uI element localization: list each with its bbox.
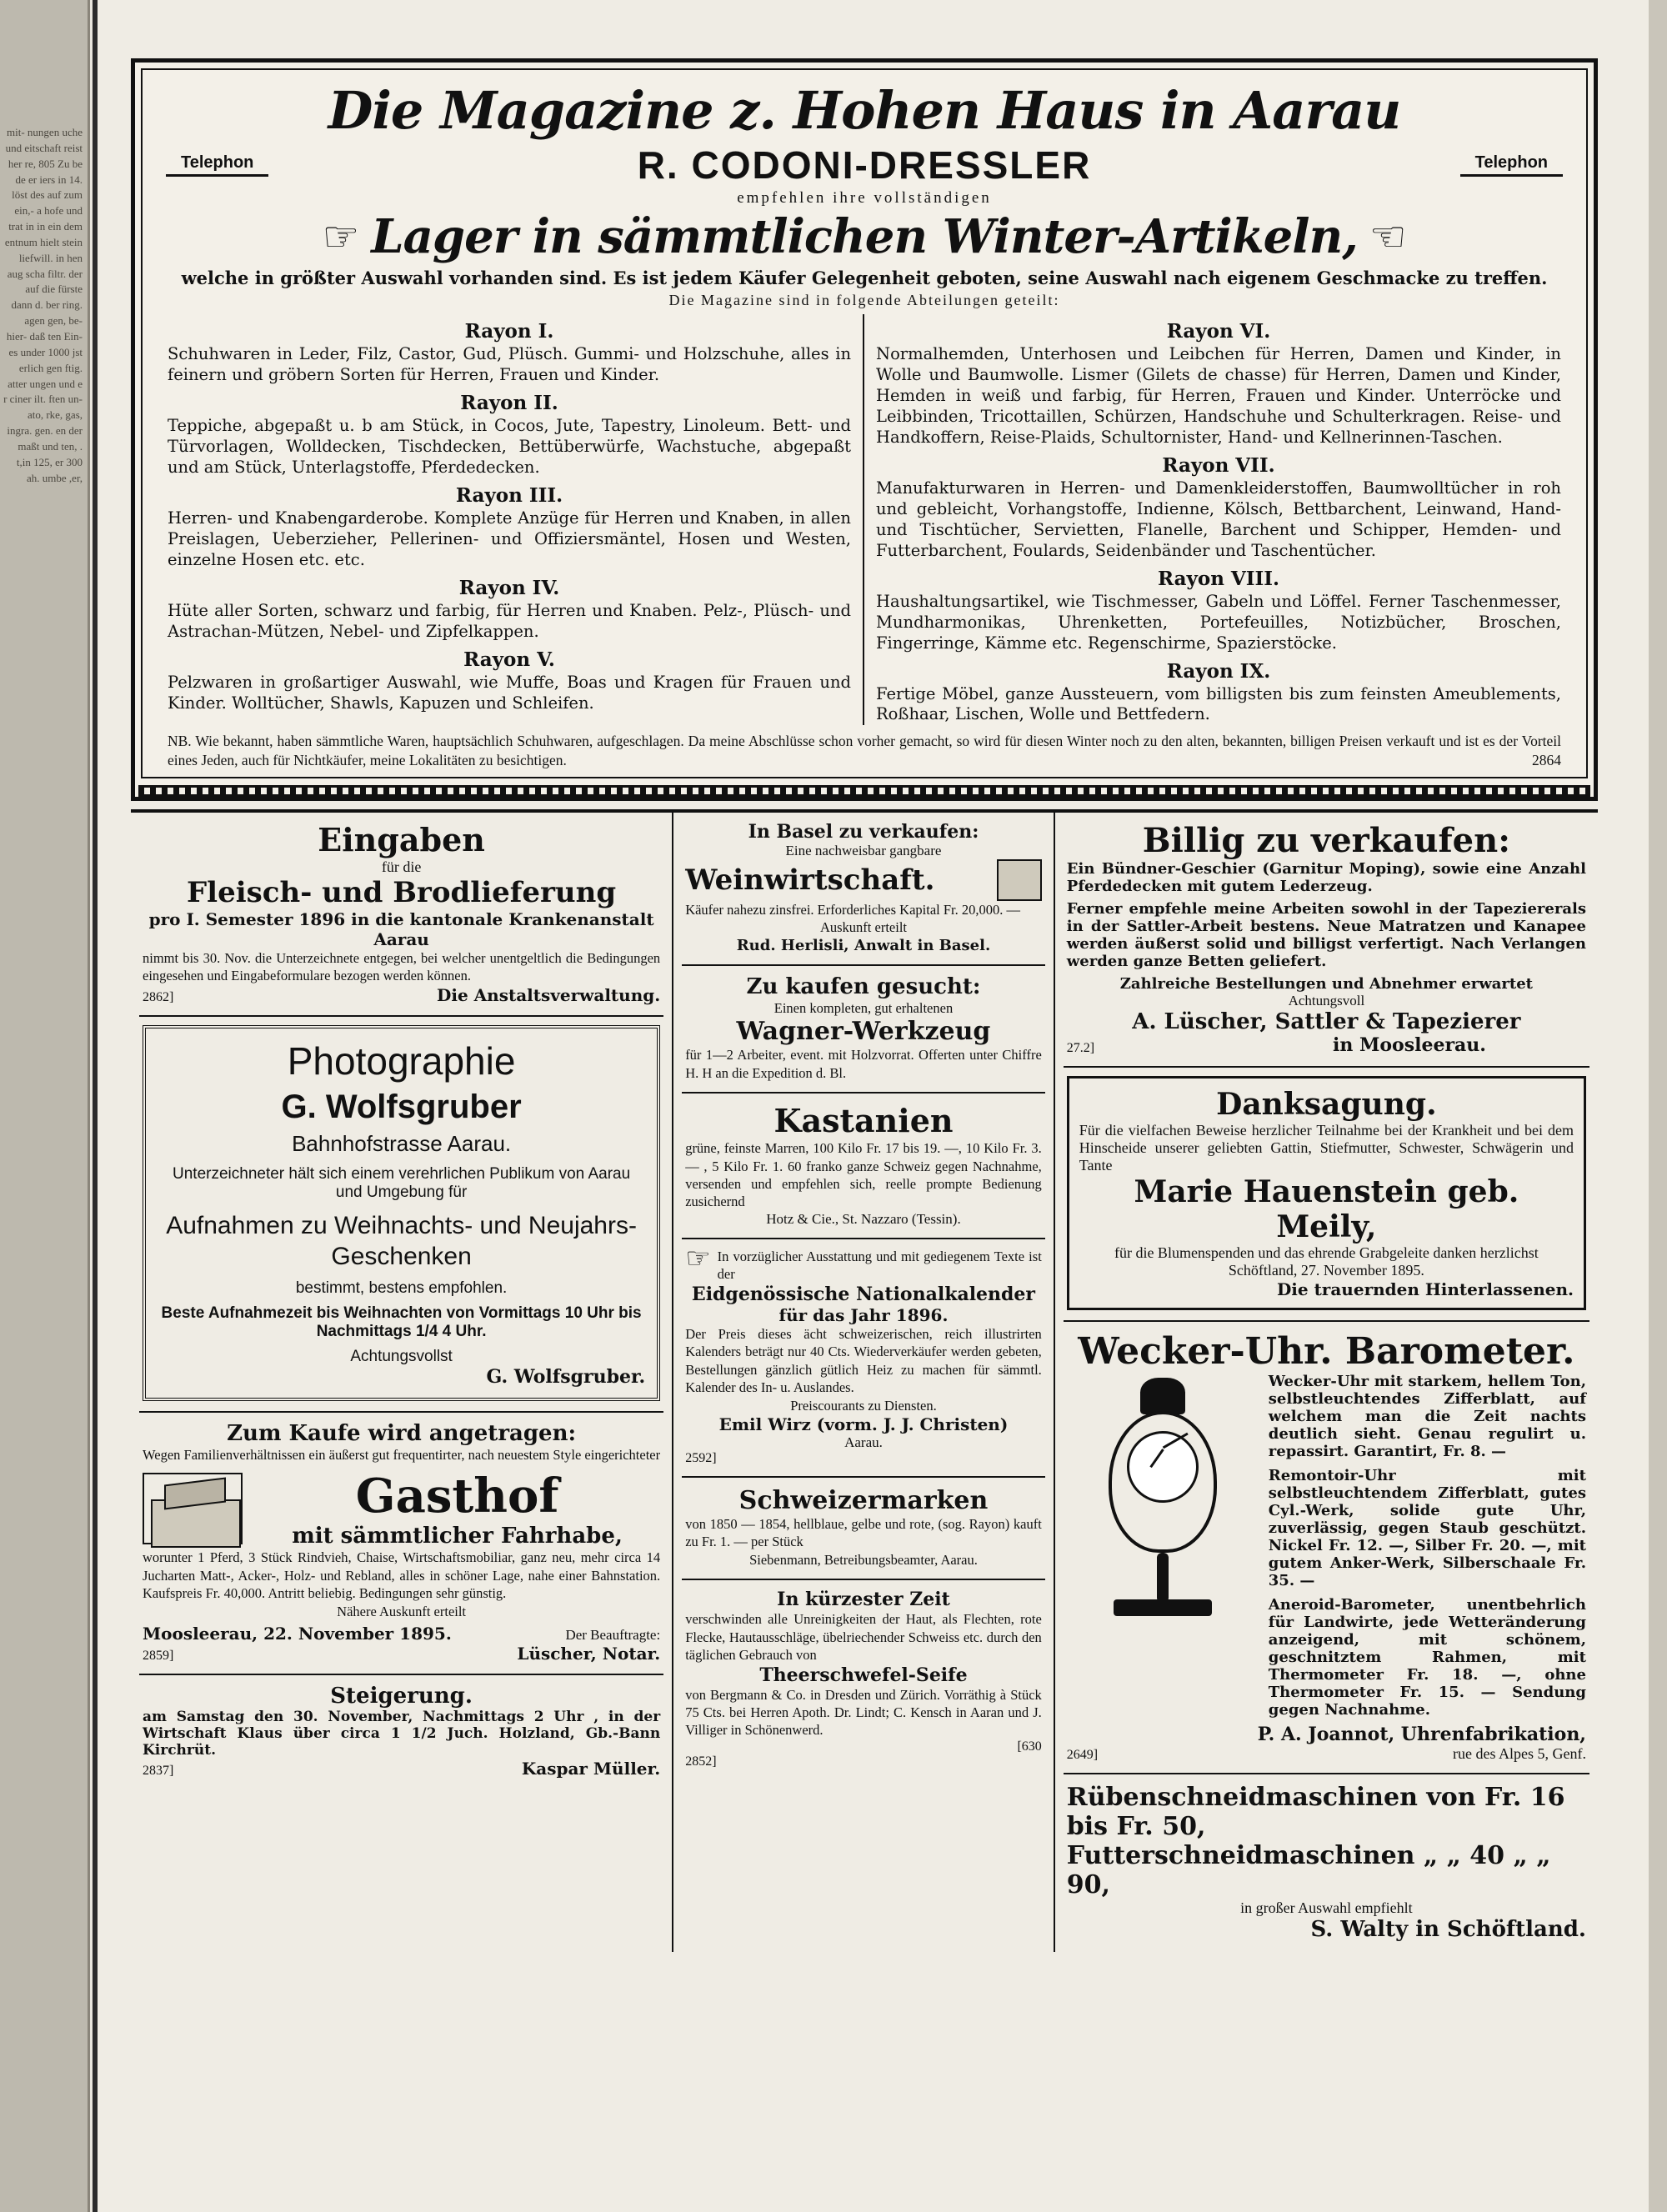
basel-info: Auskunft erteilt (819, 919, 907, 936)
kastanien-signature: Hotz & Cie., St. Nazzaro (Tessin). (766, 1210, 961, 1227)
edge-scrap-text: mit- nungen uche und eitschaft reist her re, 805 Zu be de er iers in 14. löst des auf zum ein,- a hofe und trat in in ein dem entnum hielt stein liefwill. in hen aug scha filtr. der auf die fürste dann d. ber ring. agen gen, be- hier- daß ten Ein- es under 1000 jst erlich gen ftig. atter ungen und e r ciner ilt. ften un- ato, rke, gas, ingra. gen. en der maßt und ten, . t,in 125, er 300 ah. umbe ,er, (3, 126, 83, 484)
eingaben-line1: pro I. Semester 1896 in die kantonale Krankenanstalt Aarau (148, 908, 654, 949)
ornamental-rule (138, 785, 1590, 797)
rayon-title: Rayon V. (463, 648, 555, 671)
marken-body: von 1850 — 1854, hellblaue, gelbe und rote, (sog. Rayon) kauft zu Fr. 1. — per Stück (685, 1515, 1042, 1550)
seife-body2: von Bergmann & Co. in Dresden und Zürich. Vorräthig à Stück 75 Cts. bei Herren Apoth. Dr. Lindt; C. Kensch in Aaran und J. Villiger in Schönenwerd. (685, 1686, 1042, 1739)
ad-lager-headline: Lager in sämmtlichen Winter-Artikeln, (371, 209, 1358, 265)
steigerung-body: am Samstag den 30. November, Nachmittags 2 Uhr , in der Wirtschaft Klaus über circa 1 1/2 Juch. Holzland, Gb.-Bann Kirchrüt. (143, 1709, 661, 1759)
gasthof-intro: Wegen Familienverhältnissen ein äußerst gut frequentirter, nach neuestem Style eingerichteter (143, 1446, 661, 1463)
steigerung-signature: Kaspar Müller. (521, 1759, 661, 1779)
kalender-signature: Emil Wirz (vorm. J. J. Christen) (718, 1414, 1009, 1434)
pointing-hand-icon-right: ☜ (1369, 213, 1407, 261)
rayon-column-left (156, 314, 864, 725)
rayon-title: Rayon VI. (1166, 320, 1271, 343)
seife-number: [630 (1017, 1739, 1042, 1754)
ad-theerschwefel-seife (682, 1580, 1045, 1779)
rayon-title: Rayon VII. (1162, 453, 1275, 477)
ad-photography (139, 1017, 663, 1413)
steigerung-title: Steigerung. (330, 1684, 473, 1709)
uhr-signature: P. A. Joannot, Uhrenfabrikation, (1257, 1723, 1586, 1745)
basel-line1: In Basel zu verkaufen: (748, 820, 979, 843)
kalender-place: Aarau. (844, 1434, 883, 1450)
gasthof-title: Zum Kaufe wird angetragen: (227, 1420, 577, 1446)
kastanien-big: Kastanien (773, 1102, 954, 1140)
photo-body4: Achtungsvollst (350, 1347, 453, 1365)
ad-nb-note (156, 725, 1573, 772)
eingaben-fuer: für die (381, 858, 422, 875)
rayon-text: Haushaltungsartikel, wie Tischmesser, Gabeln und Löffel. Ferner Taschenmesser, Mundharmonikas, Uhrenketten, Portefeuilles, Notizbücher, Broschen, Fingerringe, Kämme etc. Regenschirme, Spazierstöcke. (876, 591, 1561, 653)
kastanien-body: grüne, feinste Marren, 100 Kilo Fr. 17 bis 19. —, 10 Kilo Fr. 3. — , 5 Kilo Fr. 1. 60 franko ganze Schweiz gegen Nachnahme, versenden und empfehlen sich, reelle prompte Bedienung zusichernd (685, 1140, 1042, 1210)
ad-nationalkalender (682, 1239, 1045, 1478)
billig-body4: Achtungsvoll (1288, 992, 1365, 1008)
deceased-name: Marie Hauenstein geb. Meily, (1134, 1174, 1519, 1244)
house-icon (997, 859, 1042, 901)
photo-signature: G. Wolfsgruber. (486, 1365, 646, 1388)
ad-reference-number: 2864 (1532, 752, 1561, 769)
photo-headline2: Aufnahmen zu Weihnachts- und Neujahrs-Geschenken (166, 1211, 637, 1271)
classified-section (131, 809, 1598, 1952)
wagner-title: Zu kaufen gesucht: (746, 973, 981, 999)
eingaben-subject: Fleisch- und Brodlieferung (187, 875, 617, 909)
billig-signature: A. Lüscher, Sattler & Tapezierer (1132, 1008, 1521, 1034)
gasthof-sub: mit sämmtlicher Fahrhabe, (292, 1524, 623, 1549)
billig-body3: Zahlreiche Bestellungen und Abnehmer erwartet (1119, 974, 1533, 993)
rayon-title: Rayon IX. (1166, 659, 1271, 683)
basel-line2: Eine nachweisbar gangbare (785, 842, 942, 858)
ad-nb-text: NB. Wie bekannt, haben sämmtliche Waren, hauptsächlich Schuhwaren, aufgeschlagen. Da meine Abschlüsse schon vorher gemacht, so wird für diesen Winter noch zu den alten, bekannten, billigen Preisen verkauft und ist es der Vorteil eines Jeden, auch für Nichtkäufer, meine Lokalitäten zu besichtigen. (168, 733, 1561, 769)
photo-name: G. Wolfsgruber (281, 1088, 522, 1125)
ad-danksagung (1064, 1068, 1589, 1322)
uhr-p2: Remontoir-Uhr mit selbstleuchtendem Zifferblatt, gutes Cyl.-Werk, solide gute Uhr, zuverlässig, gegen Staub geschützt. Nickel Fr. 12. —, Silber Fr. 20. —, mit gutem Anker-Werk, Silberschaale Fr. 35. — (1268, 1466, 1586, 1589)
maschinen-line1: Rübenschneidmaschinen von Fr. 16 bis Fr. 50, (1066, 1782, 1565, 1841)
billig-place: in Moosleerau. (1333, 1033, 1486, 1056)
page-content (131, 58, 1598, 2159)
gasthof-info: Nähere Auskunft erteilt (337, 1603, 467, 1619)
uhr-place: rue des Alpes 5, Genf. (1453, 1744, 1586, 1762)
eingaben-title: Eingaben (318, 820, 485, 858)
billig-number: 27.2] (1066, 1040, 1095, 1055)
gasthof-place: Moosleerau, 22. November 1895. (143, 1624, 452, 1644)
rayon-title: Rayon III. (455, 483, 563, 507)
rayon-columns (156, 314, 1573, 725)
gasthof-body: worunter 1 Pferd, 3 Stück Rindvieh, Chaise, Wirtschaftsmobiliar, ganz neu, mehr circa 14 Jucharten Matt-, Acker-, Holz- und Rebland, alles in schöner Lage, nahe einer Bahnstation. Kaufspreis Fr. 40,000. Antritt beliebig. Bedingungen sehr günstig. (143, 1549, 661, 1602)
page-sheet (93, 0, 1649, 2212)
ad-tagline: welche in größter Auswahl vorhanden sind. Es ist jedem Käufer Gelegenheit geboten, seine Auswahl nach eigenem Geschmacke zu treffen. (181, 268, 1548, 289)
gasthof-number: 2859] (143, 1649, 174, 1663)
danksagung-place: Schöftland, 27. November 1895. (1228, 1261, 1424, 1279)
ad-wagner-werkzeug (682, 966, 1045, 1093)
kalender-intro: In vorzüglicher Ausstattung und mit gediegenem Texte ist der (717, 1248, 1042, 1283)
maschinen-line2: Futterschneidmaschinen „ „ 40 „ „ 90, (1066, 1840, 1551, 1899)
ad-eingaben (139, 813, 663, 1017)
kalender-big2: für das Jahr 1896. (778, 1304, 949, 1325)
rayon-text: Pelzwaren in großartiger Auswahl, wie Muffe, Boas und Kragen für Frauen und Kinder. Wolltücher, Shawls, Kapuzen und Schleifen. (168, 672, 851, 713)
classified-column-1 (131, 813, 673, 1952)
steigerung-number: 2837] (143, 1764, 174, 1778)
telephone-left: Telephon (166, 153, 268, 177)
marken-big: Schweizermarken (738, 1485, 989, 1515)
rayon-title: Rayon IV. (458, 576, 560, 599)
torn-left-edge (0, 0, 90, 2212)
danksagung-title: Danksagung. (1216, 1086, 1437, 1122)
ad-kastanien (682, 1093, 1045, 1239)
seife-body: verschwinden alle Unreinigkeiten der Haut, als Flechten, rote Flecke, Hautausschläge, übelriechender Schweiss etc. durch den täglichen Gebrauch von (685, 1611, 1042, 1664)
rayon-title: Rayon VIII. (1157, 567, 1280, 590)
column2-bottom-number: 2852] (685, 1754, 717, 1769)
photo-body1: Unterzeichneter hält sich einem verehrlichen Publikum von Aarau und Umgebung für (173, 1164, 631, 1201)
eingaben-body: nimmt bis 30. Nov. die Unterzeichnete entgegen, bei welcher unentgeltlich die Bedingungen eingesehen und Eingabeformulare bezogen werden können. (143, 949, 661, 984)
seife-big: Theerschwefel-Seife (759, 1664, 968, 1686)
rayon-column-right (864, 314, 1573, 725)
ad-subline: empfehlen ihre vollständigen (737, 189, 992, 208)
rayon-text: Schuhwaren in Leder, Filz, Castor, Gud, Plüsch. Gummi- und Holzschuhe, alles in feinern und gröbern Sorten für Herren, Frauen und Kinder. (168, 344, 851, 385)
pointing-hand-icon-left: ☞ (322, 213, 360, 261)
eingaben-number: 2862] (143, 989, 174, 1004)
right-edge (1649, 0, 1667, 2212)
photo-address: Bahnhofstrasse Aarau. (292, 1130, 512, 1156)
photo-body2: bestimmt, bestens empfohlen. (295, 1279, 508, 1297)
wagner-body: für 1—2 Arbeiter, event. mit Holzvorrat. Offerten unter Chiffre H. H an die Expedition d. Bl. (685, 1047, 1042, 1081)
classified-column-2 (673, 813, 1055, 1952)
billig-title: Billig zu verkaufen: (1142, 820, 1510, 860)
gasthof-big: Gasthof (355, 1469, 559, 1524)
telephone-right: Telephon (1460, 153, 1563, 177)
maschinen-signature: S. Walty in Schöftland. (1310, 1916, 1586, 1942)
basel-big: Weinwirtschaft. (685, 863, 935, 897)
wagner-intro: Einen kompleten, gut erhaltenen (773, 999, 954, 1016)
marken-signature: Siebenmann, Betreibungsbeamter, Aarau. (749, 1551, 978, 1568)
uhr-title: Wecker-Uhr. Barometer. (1078, 1329, 1575, 1373)
classified-column-3 (1055, 813, 1598, 1952)
pointing-hand-icon: ☞ (685, 1243, 711, 1274)
basel-signature: Rud. Herlisli, Anwalt in Basel. (736, 936, 991, 954)
seife-title: In kürzester Zeit (777, 1589, 950, 1611)
uhr-number: 2649] (1066, 1747, 1099, 1762)
rayon-text: Manufakturwaren in Herren- und Damenkleiderstoffen, Baumwolltücher in roh und gebleicht, Vorhangstoffe, Indienne, Kölsch, Bettbarchent, Leinwand, Hand- und Tischtücher, Servietten, Flanelle, Barchent und Schipper, Hemden- und Futterbarchent, Foulards, Seidenbänder und Taschentücher. (876, 478, 1561, 560)
rayon-text: Hüte aller Sorten, schwarz und farbig, für Herren und Knaben. Pelz-, Plüsch- und Astrachan-Mützen, Nebel- und Zipfelkappen. (168, 600, 851, 641)
basel-body: Käufer nahezu zinsfrei. Erforderliches Kapital Fr. 20,000. — (685, 901, 1021, 918)
ad-sections-note: Die Magazine sind in folgende Abteilungen geteilt: (668, 292, 1060, 309)
top-advertisement (131, 58, 1598, 801)
kalender-big: Eidgenössische Nationalkalender (691, 1283, 1036, 1305)
ad-billig-verkaufen (1064, 813, 1589, 1068)
eingaben-signature: Die Anstaltsverwaltung. (437, 984, 661, 1005)
gasthof-agent: Der Beauftragte: (565, 1627, 661, 1643)
photo-title: Photographie (287, 1038, 516, 1083)
gasthof-agent-name: Lüscher, Notar. (517, 1644, 661, 1664)
kalender-body: Der Preis dieses ächt schweizerischen, reich illustrirten Kalenders beträgt nur 40 Cts. Wiederverkäufer werden gebeten, Bestellungen gänzlich gütlich Heiz zu machen für sämmtl. Kalender des In- u. Auslandes. (685, 1325, 1042, 1396)
rayon-text: Fertige Möbel, ganze Aussteuern, vom billigsten bis zum feinsten Ameublements, Roßhaar, Lischen, Wolle und Bettfedern. (876, 683, 1561, 724)
ad-gasthof (139, 1413, 663, 1675)
ad-headline: Die Magazine z. Hohen Haus in Aarau (328, 80, 1401, 141)
uhr-p3: Aneroid-Barometer, unentbehrlich für Landwirte, jede Wetteränderung anzeigend, mit schönem, geschnitztem Rahmen, mit Thermometer Fr. 18. —, ohne Thermometer Fr. 15. — Sendung gegen Nachnahme. (1268, 1595, 1586, 1719)
ad-steigerung (139, 1675, 663, 1789)
firm-name: R. CODONI-DRESSLER (637, 143, 1092, 188)
rayon-title: Rayon II. (460, 392, 558, 414)
billig-body1: Ein Bündner-Geschier (Garnitur Moping), sowie eine Anzahl Pferdedecken mit gutem Lederzeug. (1066, 859, 1586, 895)
kalender-body2: Preiscourants zu Diensten. (790, 1397, 937, 1414)
kalender-number: 2592] (685, 1450, 717, 1465)
danksagung-body: Für die vielfachen Beweise herzlicher Teilnahme bei der Krankheit und bei dem Hinscheide unserer geliebten Gattin, Stiefmutter, Schwester, Schwägerin und Tante (1079, 1121, 1574, 1174)
billig-body2: Ferner empfehle meine Arbeiten sowohl in der Tapeziererals in der Sattler-Arbeit bestens. Neue Matratzen und Kanapee werden äußerst solid und billigst verfertigt. Nach Verlangen werden ganze Betten geliefert. (1066, 899, 1586, 970)
danksagung-signature: Die trauernden Hinterlassenen. (1276, 1279, 1574, 1299)
rayon-text: Herren- und Knabengarderobe. Komplete Anzüge für Herren und Knaben, in allen Preislagen, Ueberzieher, Pellerinen- und Offiziersmäntel, Hosen und Westen, einzelne Hosen etc. etc. (168, 508, 851, 569)
ad-wecker-uhr (1064, 1322, 1589, 1774)
photo-body3: Beste Aufnahmezeit bis Weihnachten von Vormittags 10 Uhr bis Nachmittags 1/4 4 Uhr. (161, 1304, 642, 1340)
building-illustration (143, 1473, 243, 1544)
ad-schweizermarken (682, 1478, 1045, 1580)
ad-maschinen (1064, 1774, 1589, 1952)
rayon-title: Rayon I. (464, 320, 554, 343)
maschinen-line3: in großer Auswahl empfiehlt (1240, 1899, 1413, 1916)
wagner-big: Wagner-Werkzeug (736, 1017, 991, 1047)
danksagung-body2: für die Blumenspenden und das ehrende Grabgeleite danken herzlichst (1114, 1244, 1539, 1261)
rayon-text: Teppiche, abgepaßt u. b am Stück, in Cocos, Jute, Tapestry, Linoleum. Bett- und Türvorlagen, Wolldecken, Tischdecken, Bettüberwürfe, Wachstuche, abgepaßt und am Stück, Unterlagstoffe, Pferdedecken. (168, 416, 851, 477)
clock-illustration (1075, 1373, 1250, 1623)
rayon-text: Normalhemden, Unterhosen und Leibchen für Herren, Damen und Kinder, in Wolle und Baumwolle. Lismer (Gilets de chasse) für Herren, Damen und Kinder, Hemden in weiß und farbig, für Herren, Frauen und Kinder. Unterröcke und Leibbinden, Tricottaillen, Schürzen, Handschuhe und Schulterkragen. Reise- und Handkoffern, Reise-Plaids, Schultornister, Hand- und Kellnerinnen-Taschen. (876, 344, 1561, 447)
ad-basel-weinwirtschaft (682, 813, 1045, 966)
uhr-p1: Wecker-Uhr mit starkem, hellem Ton, selbstleuchtendes Zifferblatt, auf welchem man die Zeit nachts deutlich sieht. Genau regulirt u. repassirt. Garantirt, Fr. 8. — (1268, 1372, 1586, 1460)
